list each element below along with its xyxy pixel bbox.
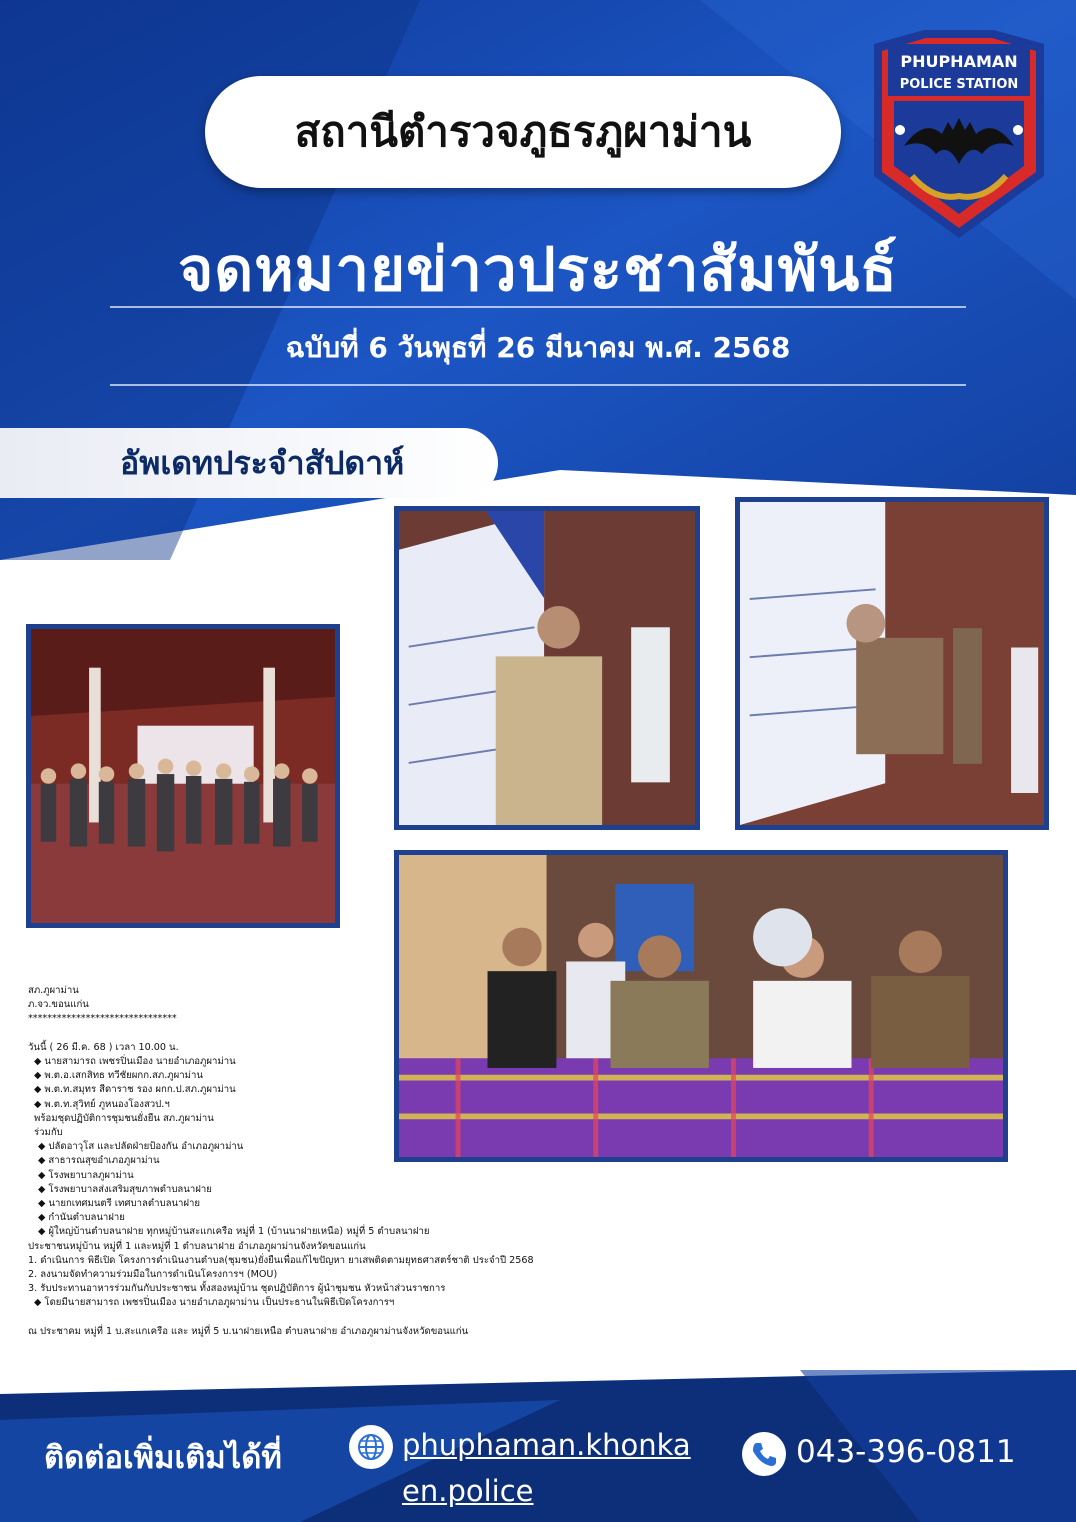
report-line: ◆ พ.ต.ท.สุวิทย์ ภูหนองโองสวป.ฯ bbox=[34, 1098, 170, 1110]
police-station-badge bbox=[864, 26, 1054, 241]
report-line: ◆ ปลัดอาวุโส และปลัดฝ่ายป้องกัน อำเภอภูผาม่าน bbox=[38, 1141, 244, 1153]
report-text bbox=[28, 984, 648, 1339]
station-title: สถานีตำรวจภูธรภูผาม่าน bbox=[294, 107, 752, 156]
report-line: วันนี้ ( 26 มี.ค. 68 ) เวลา 10.00 น. bbox=[28, 1041, 179, 1053]
report-line: ภ.จว.ขอนแก่น bbox=[28, 999, 89, 1011]
report-line: ◆ โรงพยาบาลภูผาม่าน bbox=[38, 1169, 134, 1181]
phone-number[interactable]: 043-396-0811 bbox=[796, 1434, 1016, 1470]
contact-label: ติดต่อเพิ่มเติมได้ที่ bbox=[44, 1440, 282, 1476]
website-link[interactable]: phuphaman.khonkaen.police bbox=[402, 1428, 691, 1508]
phone-icon bbox=[742, 1432, 786, 1476]
photo-signing-2 bbox=[735, 497, 1049, 830]
report-line bbox=[28, 1311, 648, 1325]
report-line: ◆ นายสามารถ เพชรปิ่นเมือง นายอำเภอภูผาม่าน bbox=[34, 1056, 236, 1068]
report-line: ณ ประชาคม หมู่ที่ 1 บ.สะแกเครือ และ หมู่ที่ 5 บ.นาฝายเหนือ ตำบลนาฝาย อำเภอภูผาม่านจังหวัดขอนแก่น bbox=[28, 1325, 469, 1337]
report-line: ******************************* bbox=[28, 1013, 177, 1025]
photo-group bbox=[26, 624, 340, 928]
report-line: ◆ โดยมีนายสามารถ เพชรปิ่นเมือง นายอำเภอภูผาม่าน เป็นประธานในพิธีเปิดโครงการฯ bbox=[34, 1297, 395, 1309]
report-line: ◆ โรงพยาบาลส่งเสริมสุขภาพตำบลนาฝาย bbox=[38, 1183, 212, 1195]
report-line: 3. รับประทานอาหารร่วมกันกับประชาชน ทั้งสองหมู่บ้าน ชุดปฏิบัติการ ผู้นำชุมชน หัวหน้าส่วนราชการ bbox=[28, 1283, 446, 1295]
divider-bottom bbox=[110, 384, 966, 386]
report-line: ◆ สาธารณสุขอำเภอภูผาม่าน bbox=[38, 1155, 160, 1167]
report-line: ร่วมกับ bbox=[34, 1127, 63, 1139]
report-line bbox=[28, 1027, 648, 1041]
badge-line1: PHUPHAMAN bbox=[900, 52, 1018, 71]
issue-date: ฉบับที่ 6 วันพุธที่ 26 มีนาคม พ.ศ. 2568 bbox=[285, 331, 791, 364]
report-line: สภ.ภูผาม่าน bbox=[28, 985, 79, 996]
report-line: 1. ดำเนินการ พิธีเปิด โครงการดำเนินงานตำบล(ชุมชน)ยั่งยืนเพื่อแก้ไขปัญหา ยาเสพติดตามยุทธศาสตร์ชาติ ประจำปี 2568 bbox=[28, 1254, 534, 1266]
badge-line2: POLICE STATION bbox=[899, 77, 1019, 92]
newsletter-headline: จดหมายข่าวประชาสัมพันธ์ bbox=[178, 235, 898, 305]
divider-top bbox=[110, 306, 966, 308]
report-line: 2. ลงนามจัดทำความร่วมมือในการดำเนินโครงการฯ (MOU) bbox=[28, 1269, 278, 1281]
station-title-pill bbox=[205, 76, 841, 188]
photo-signing-1 bbox=[394, 506, 700, 830]
report-line: ◆ พ.ต.ท.สมุทร สีดาราช รอง ผกก.ป.สภ.ภูผาม่าน bbox=[34, 1084, 236, 1096]
report-line: ◆ นายกเทศมนตรี เทศบาลตำบลนาฝาย bbox=[38, 1198, 201, 1210]
report-line: ประชาชนหมู่บ้าน หมู่ที่ 1 และหมู่ที่ 1 ตำบลนาฝาย อำเภอภูผาม่านจังหวัดขอนแก่น bbox=[28, 1240, 366, 1252]
report-line: ◆ พ.ต.อ.เสกสิทธ ทวีชัยผกก.สภ.ภูผาม่าน bbox=[34, 1070, 203, 1082]
report-line: ◆ ผู้ใหญ่บ้านตำบลนาฝาย ทุกหมู่บ้านสะแกเครือ หมู่ที่ 1 (บ้านนาฝายเหนือ) หมู่ที่ 5 ตำบลนาฝาย bbox=[38, 1226, 430, 1238]
weekly-update-pill bbox=[0, 428, 498, 498]
weekly-update-title: อัพเดทประจำสัปดาห์ bbox=[120, 443, 405, 482]
globe-icon bbox=[349, 1425, 393, 1469]
report-line: พร้อมชุดปฏิบัติการชุมชนยั่งยืน สภ.ภูผาม่าน bbox=[34, 1112, 214, 1124]
report-line: ◆ กำนันตำบลนาฝาย bbox=[38, 1212, 125, 1224]
